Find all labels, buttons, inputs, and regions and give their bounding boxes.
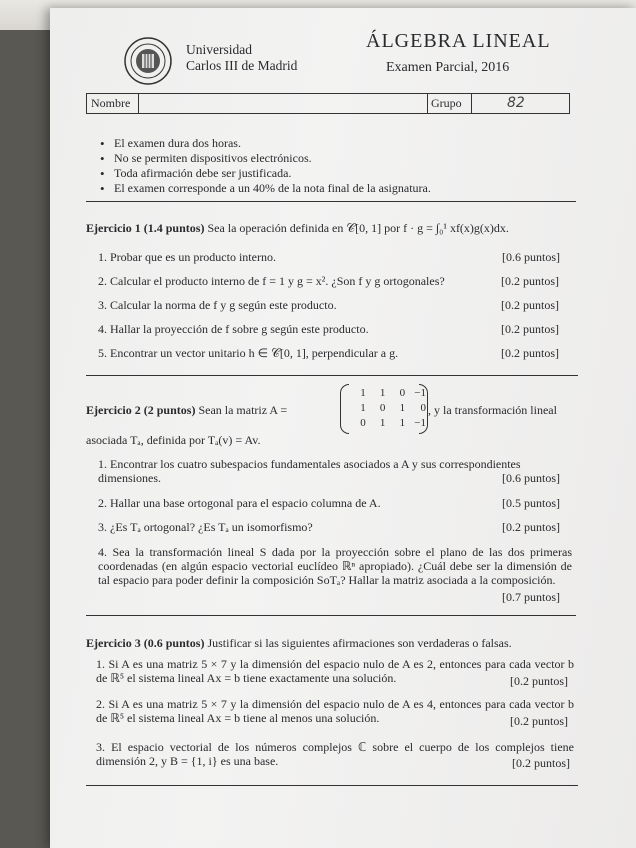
- exercise-2-item-3: 3. ¿Es Tₐ ortogonal? ¿Es Tₐ un isomorfismo?: [98, 520, 313, 534]
- exercise-3-heading: Ejercicio 3 (0.6 puntos): [86, 636, 205, 650]
- rule-item: • No se permiten dispositivos electrónicos.: [100, 151, 431, 166]
- group-label: Grupo: [431, 96, 462, 110]
- points-label: [0.2 puntos]: [502, 520, 560, 534]
- exercise-3-intro: Justificar si las siguientes afirmaciones son verdaderas o falsas.: [207, 636, 512, 650]
- group-value: 82: [507, 95, 525, 111]
- points-label: [0.2 puntos]: [501, 346, 559, 360]
- student-info-box: [86, 93, 570, 114]
- exercise-1-item-1: 1. Probar que es un producto interno.: [98, 250, 276, 264]
- divider: [427, 94, 428, 113]
- exercise-1-intro: Sea la operación definida en 𝒞[0, 1] por f · g = ∫₀¹ xf(x)g(x)dx.: [207, 221, 509, 235]
- points-label: [0.6 puntos]: [502, 250, 560, 264]
- exercise-2-intro: Sean la matriz A =: [198, 403, 288, 417]
- divider: [86, 375, 578, 376]
- points-label: [0.2 puntos]: [501, 298, 559, 312]
- rule-item: • El examen dura dos horas.: [100, 136, 431, 151]
- exam-name: Examen Parcial, 2016: [386, 60, 510, 75]
- matrix-a: [340, 384, 428, 434]
- exercise-2-heading: Ejercicio 2 (2 puntos): [86, 403, 196, 417]
- exercise-3-item-3: 3. El espacio vectorial de los números complejos ℂ sobre el cuerpo de los complejos tiene dimensión 2, y B = {1, i} es una base.: [96, 740, 575, 768]
- points-label: [0.2 puntos]: [510, 714, 568, 728]
- points-label: [0.6 puntos]: [502, 471, 560, 485]
- university-seal-icon: [124, 37, 172, 85]
- divider: [86, 785, 578, 786]
- exercise-2-item-1: 1. Encontrar los cuatro subespacios fundamentales asociados a A y sus correspondientes dimensiones.: [98, 457, 521, 485]
- exercise-2-item-4: 4. Sea la transformación lineal S dada por la proyección sobre el plano de las dos primeras coordenadas (en algún espacio vectorial euclídeo ℝⁿ apropiado). ¿Cuál debe ser la dimensión de tal espacio para poder definir la composición SoTₐ? Hallar la matriz asociada a la composición.: [98, 545, 573, 587]
- divider: [86, 615, 576, 616]
- name-label: Nombre: [91, 96, 131, 110]
- exercise-2-statement: [86, 403, 287, 418]
- university-name: [186, 42, 297, 74]
- points-label: [0.5 puntos]: [502, 496, 560, 510]
- exercise-1-item-3: 3. Calcular la norma de f y g según este producto.: [98, 298, 337, 312]
- exam-rules-list: [100, 136, 431, 196]
- divider: [86, 201, 576, 202]
- matrix-table: 1 1 0 −1 1 0 1 0 0 1 1 −1: [360, 386, 426, 429]
- points-label: [0.2 puntos]: [501, 274, 559, 288]
- points-label: [0.2 puntos]: [510, 674, 568, 688]
- course-title: ÁLGEBRA LINEAL: [366, 30, 551, 52]
- exercise-2-intro-cont: , y la transformación lineal: [428, 403, 557, 417]
- rule-item: • El examen corresponde a un 40% de la nota final de la asignatura.: [100, 181, 431, 196]
- university-line2: Carlos III de Madrid: [186, 58, 298, 73]
- exercise-3-statement: [86, 636, 576, 651]
- exercise-1-heading: Ejercicio 1 (1.4 puntos): [86, 221, 205, 235]
- exercise-1-item-5: 5. Encontrar un vector unitario h ∈ 𝒞[0, 1], perpendicular a g.: [98, 346, 399, 360]
- divider: [471, 94, 472, 113]
- divider: [138, 94, 139, 113]
- exercise-1-item-4: 4. Hallar la proyección de f sobre g según este producto.: [98, 322, 369, 336]
- exercise-3-item-2: 2. Si A es una matriz 5 × 7 y la dimensión del espacio nulo de A es 4, entonces para cada vector b de ℝ⁵ el sistema lineal Ax = b tiene al menos una solución.: [96, 697, 575, 725]
- rule-item: • Toda afirmación debe ser justificada.: [100, 166, 431, 181]
- points-label: [0.2 puntos]: [501, 322, 559, 336]
- exercise-2-intro-line2: asociada Tₐ, definida por Tₐ(v) = Av.: [86, 433, 261, 447]
- exercise-1-item-2: 2. Calcular el producto interno de f = 1 y g = x². ¿Son f y g ortogonales?: [98, 274, 445, 288]
- right-bracket: [419, 384, 428, 434]
- exercise-2-item-2: 2. Hallar una base ortogonal para el espacio columna de A.: [98, 496, 381, 510]
- points-label: [0.7 puntos]: [502, 590, 560, 604]
- university-line1: Universidad: [186, 42, 252, 57]
- exercise-3-item-1: 1. Si A es una matriz 5 × 7 y la dimensión del espacio nulo de A es 2, entonces para cada vector b de ℝ⁵ el sistema lineal Ax = b tiene exactamente una solución.: [96, 657, 575, 685]
- exercise-1-statement: [86, 221, 576, 236]
- points-label: [0.2 puntos]: [512, 756, 570, 770]
